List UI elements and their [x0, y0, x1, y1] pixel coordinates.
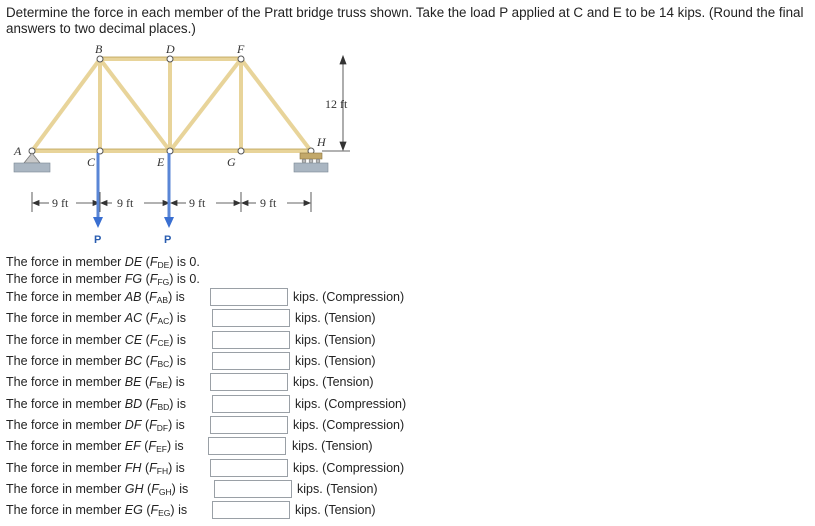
unit-df: kips. (Compression) — [293, 418, 405, 432]
question-text: Determine the force in each member of the Pratt bridge truss shown. Take the load P applied at C and E to be 14 kips. (Round the final answers to two decimal places.) — [6, 5, 804, 36]
span-label-4: 9 ft — [260, 196, 277, 210]
unit-bd: kips. (Compression) — [295, 397, 407, 411]
unit-eg: kips. (Tension) — [295, 503, 376, 517]
joint-label-a: A — [14, 144, 22, 158]
joint-label-g: G — [227, 155, 236, 169]
force-ac-input[interactable] — [212, 309, 290, 327]
span-label-1: 9 ft — [52, 196, 69, 210]
web-members — [32, 59, 311, 151]
load-label-c: P — [94, 234, 102, 246]
unit-be: kips. (Tension) — [293, 375, 374, 389]
unit-bc: kips. (Tension) — [295, 354, 376, 368]
answer-label: The force in member GH $(F_{GH})$ is — [6, 482, 189, 497]
height-label: 12 ft — [325, 97, 348, 111]
force-ab-input[interactable] — [210, 288, 288, 306]
force-ef-input[interactable] — [208, 437, 286, 455]
force-gh-input[interactable] — [214, 480, 292, 498]
force-bc-input[interactable] — [212, 352, 290, 370]
span-label-2: 9 ft — [117, 196, 134, 210]
force-df-input[interactable] — [210, 416, 288, 434]
joint-label-h: H — [317, 135, 326, 149]
force-be-input[interactable] — [210, 373, 288, 391]
load-label-e: P — [164, 234, 172, 246]
answer-label: The force in member AC $(F_{AC})$ is — [6, 311, 186, 326]
unit-ab: kips. (Compression) — [293, 290, 405, 304]
unit-ef: kips. (Tension) — [292, 439, 373, 453]
span-label-3: 9 ft — [189, 196, 206, 210]
support-h — [294, 153, 328, 172]
unit-ac: kips. (Tension) — [295, 311, 376, 325]
unit-gh: kips. (Tension) — [297, 482, 378, 496]
force-eg-input[interactable] — [212, 501, 290, 519]
unit-fh: kips. (Compression) — [293, 461, 405, 475]
answer-label: The force in member EG $(F_{EG})$ is — [6, 503, 188, 518]
force-bd-input[interactable] — [212, 395, 290, 413]
joint-label-d: D — [166, 42, 175, 56]
given-fg: The force in member FG $(F_{FG})$ is 0. — [6, 272, 200, 287]
answer-label: The force in member BE $(F_{BE})$ is — [6, 375, 185, 390]
force-fh-input[interactable] — [210, 459, 288, 477]
force-ce-input[interactable] — [212, 331, 290, 349]
joint-label-f: F — [237, 42, 245, 56]
answer-label: The force in member EF $(F_{EF})$ is — [6, 439, 184, 454]
answer-label: The force in member BD $(F_{BD})$ is — [6, 397, 186, 412]
given-de: The force in member DE $(F_{DE})$ is 0. — [6, 255, 200, 270]
answer-label: The force in member FH $(F_{FH})$ is — [6, 461, 185, 476]
answer-label: The force in member DF $(F_{DF})$ is — [6, 418, 185, 433]
answer-label: The force in member AB $(F_{AB})$ is — [6, 290, 185, 305]
unit-ce: kips. (Tension) — [295, 333, 376, 347]
answer-label: The force in member CE $(F_{CE})$ is — [6, 333, 186, 348]
answer-label: The force in member BC $(F_{BC})$ is — [6, 354, 186, 369]
load-arrow-e — [164, 153, 174, 228]
joint-label-b: B — [95, 42, 103, 56]
joint-label-e: E — [157, 155, 165, 169]
truss-figure — [0, 42, 360, 254]
joint-label-c: C — [87, 155, 96, 169]
